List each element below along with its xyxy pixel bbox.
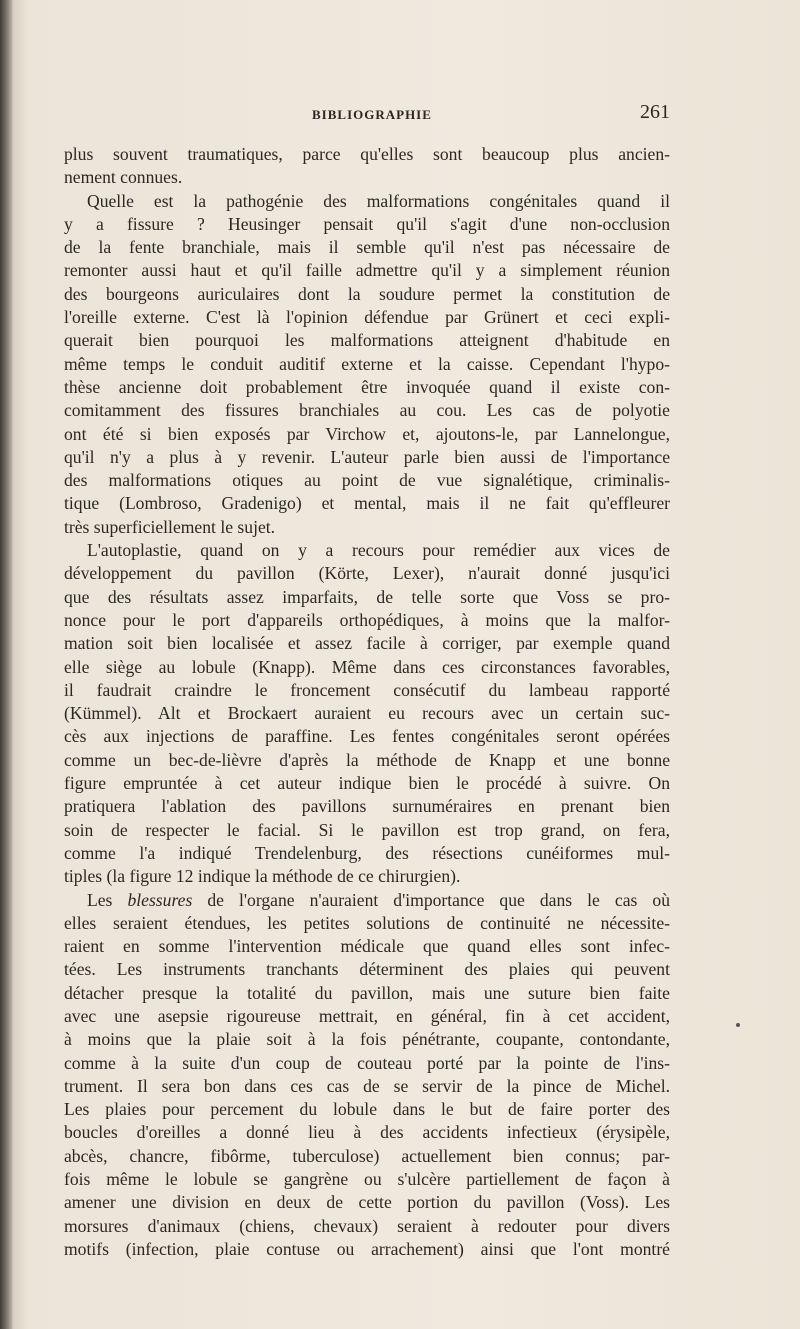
text-line: morsures d'animaux (chiens, chevaux) seraient à redouter pour divers bbox=[64, 1215, 670, 1236]
text-line: boucles d'oreilles a donné lieu à des accidents infectieux (érysipèle, bbox=[64, 1122, 670, 1143]
text-line: nonce pour le port d'appareils orthopédiques, à moins que la malfor- bbox=[64, 609, 670, 630]
text-line: à moins que la plaie soit à la fois pénétrante, coupante, contondante, bbox=[64, 1029, 670, 1050]
text-line: comme l'a indiqué Trendelenburg, des résections cunéiformes mul- bbox=[64, 842, 670, 863]
text-line: (Kümmel). Alt et Brockaert auraient eu recours avec un certain suc- bbox=[64, 703, 670, 724]
text-line: querait bien pourquoi les malformations atteignent d'habitude en bbox=[64, 330, 670, 351]
text-line: très superficiellement le sujet. bbox=[64, 516, 276, 537]
text-line: Quelle est la pathogénie des malformations congénitales quand il bbox=[87, 190, 670, 211]
text-line: avec une asepsie rigoureuse mettrait, en général, fin à cet accident, bbox=[64, 1005, 670, 1026]
text-line: comme à la suite d'un coup de couteau porté par la pointe de l'ins- bbox=[64, 1052, 670, 1073]
text-line: L'autoplastie, quand on y a recours pour remédier aux vices de bbox=[87, 540, 670, 561]
page-number: 261 bbox=[640, 101, 670, 123]
text-line: tiples (la figure 12 indique la méthode de ce chirurgien). bbox=[64, 866, 461, 887]
text-line: comitamment des fissures branchiales au cou. Les cas de polyotie bbox=[64, 400, 670, 421]
text-line: motifs (infection, plaie contuse ou arrachement) ainsi que l'ont montré bbox=[64, 1238, 670, 1259]
text-line: nement connues. bbox=[64, 167, 183, 188]
text-line: ont été si bien exposés par Virchow et, ajoutons-le, par Lannelongue, bbox=[64, 423, 670, 444]
ink-speck bbox=[736, 1023, 740, 1027]
text-line: des bourgeons auriculaires dont la soudure permet la constitution de bbox=[64, 283, 670, 304]
text-line: trument. Il sera bon dans ces cas de se servir de la pince de Michel. bbox=[64, 1075, 670, 1096]
text-fragment: de l'organe n'auraient d'importance que dans le cas où bbox=[192, 889, 670, 910]
text-line: comme un bec-de-lièvre d'après la méthode de Knapp et une bonne bbox=[64, 749, 670, 770]
text-line: pratiquera l'ablation des pavillons surnuméraires en prenant bien bbox=[64, 796, 670, 817]
text-line: développement du pavillon (Körte, Lexer), n'aurait donné jusqu'ici bbox=[64, 563, 670, 584]
text-line: détacher presque la totalité du pavillon, mais une suture bien faite bbox=[64, 982, 670, 1003]
text-line: raient en somme l'intervention médicale que quand elles sont infec- bbox=[64, 936, 670, 957]
text-line: il faudrait craindre le froncement consécutif du lambeau rapporté bbox=[64, 679, 670, 700]
text-line: elles seraient étendues, les petites solutions de continuité ne nécessite- bbox=[64, 912, 670, 933]
text-line: elle siège au lobule (Knapp). Même dans ces circonstances favorables, bbox=[64, 656, 670, 677]
running-title: BIBLIOGRAPHIE bbox=[312, 107, 432, 122]
text-line: y a fissure ? Heusinger pensait qu'il s'agit d'une non-occlusion bbox=[64, 213, 670, 234]
text-line: plus souvent traumatiques, parce qu'elles sont beaucoup plus ancien- bbox=[64, 144, 670, 164]
text-line: fois même le lobule se gangrène ou s'ulcère partiellement de façon à bbox=[64, 1169, 670, 1190]
text-line: abcès, chancre, fibôrme, tuberculose) actuellement bien connus; par- bbox=[64, 1145, 670, 1166]
text-line: figure empruntée à cet auteur indique bien le procédé à suivre. On bbox=[64, 773, 670, 794]
text-line: soin de respecter le facial. Si le pavillon est trop grand, on fera, bbox=[64, 819, 670, 840]
text-line: même temps le conduit auditif externe et la caisse. Cependant l'hypo- bbox=[64, 353, 670, 374]
text-line bbox=[64, 889, 670, 912]
text-line: des malformations otiques au point de vue signalétique, criminalis- bbox=[64, 470, 670, 491]
text-fragment: Les bbox=[87, 889, 128, 910]
text-line: que des résultats assez imparfaits, de telle sorte que Voss se pro- bbox=[64, 586, 670, 607]
text-line: qu'il n'y a plus à y revenir. L'auteur parle bien aussi de l'importance bbox=[64, 446, 670, 467]
page-header bbox=[64, 101, 670, 129]
text-line: thèse ancienne doit probablement être invoquée quand il existe con- bbox=[64, 376, 670, 397]
text-line: tées. Les instruments tranchants déterminent des plaies qui peuvent bbox=[64, 959, 670, 980]
text-line: remonter aussi haut et qu'il faille admettre qu'il y a simplement réunion bbox=[64, 260, 670, 281]
body-text bbox=[64, 143, 670, 1261]
book-spine-shadow bbox=[0, 0, 12, 1329]
text-line: l'oreille externe. C'est là l'opinion défendue par Grünert et ceci expli- bbox=[64, 307, 670, 328]
text-line: amener une division en deux de cette portion du pavillon (Voss). Les bbox=[64, 1192, 670, 1213]
text-line: de la fente branchiale, mais il semble qu'il n'est pas nécessaire de bbox=[64, 237, 670, 258]
text-line: tique (Lombroso, Gradenigo) et mental, mais il ne fait qu'effleurer bbox=[64, 493, 670, 514]
text-line: Les plaies pour percement du lobule dans le but de faire porter des bbox=[64, 1099, 670, 1120]
text-line: cès aux injections de paraffine. Les fentes congénitales seront opérées bbox=[64, 726, 670, 747]
italic-term: blessures bbox=[127, 889, 193, 910]
text-line: mation soit bien localisée et assez facile à corriger, par exemple quand bbox=[64, 633, 670, 654]
